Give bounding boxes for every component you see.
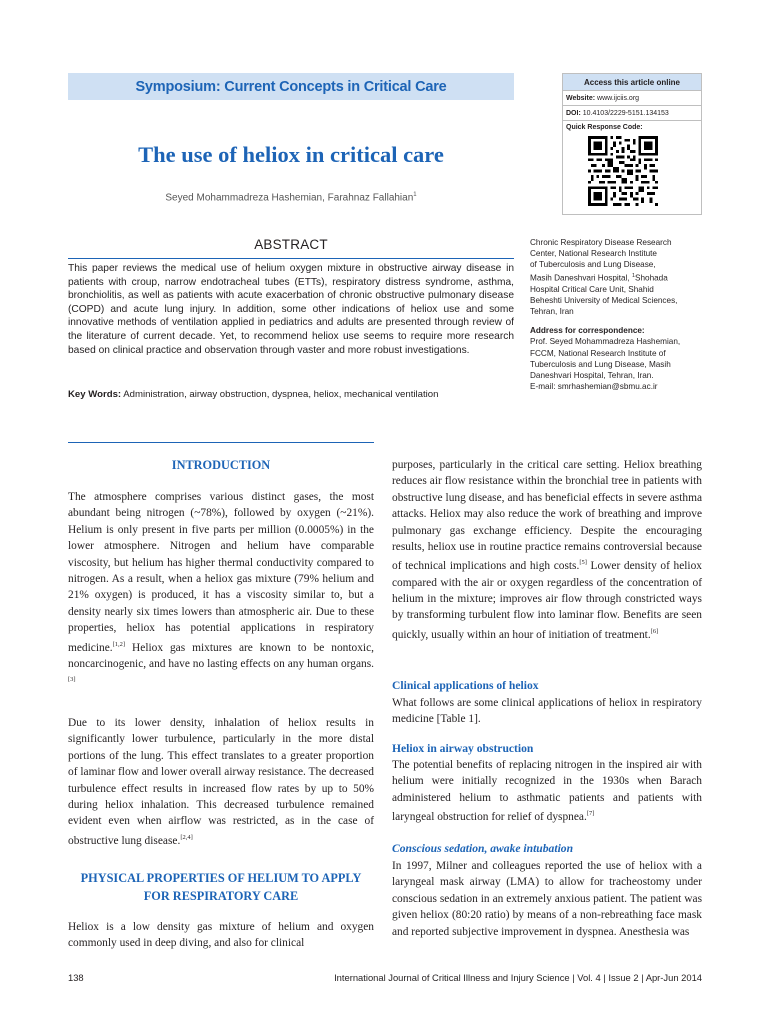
access-online-box [562, 73, 702, 215]
heading-line: FOR RESPIRATORY CARE [143, 889, 299, 903]
introduction-heading: INTRODUCTION [171, 458, 271, 472]
paragraph-text: The atmosphere comprises various distinct gases, the most abundant being nitrogen (~78%), followed by oxygen (~21%). Helium is only present in five parts per million (0.0005%) in the lower atmosphere. Nitrogen and helium have comparable viscosity, but helium has higher thermal conductivity compared to nitrogen. As a result, when a heliox gas mixture (79% helium and 21% oxygen) is produced, it has a viscosity similar to, but a density nearly six times lowers than atmospheric air. Due to these properties, heliox has potential applications in respiratory medicine. [68, 491, 374, 654]
journal-footer: International Journal of Critical Illness and Injury Science | Vol. 4 | Issue 2 | Apr-Jun 2014 [334, 972, 702, 983]
correspondence-line: FCCM, National Research Institute of [530, 348, 666, 358]
affiliation-line: of Tuberculosis and Lung Disease, [530, 260, 656, 270]
correspondence-line: Prof. Seyed Mohammadreza Hashemian, [530, 337, 681, 347]
paragraph-text: The potential benefits of replacing nitrogen in the inspired air with helium were initially recognized in the 1930s when Barach administered helium to asthmatic patients and patients with laryngeal obstruction for relief of dyspnea. [392, 759, 702, 824]
doi-value[interactable]: 10.4103/2229-5151.134153 [582, 109, 669, 117]
doi-label: DOI: [566, 109, 581, 117]
symposium-label: Symposium: Current Concepts in Critical Care [135, 78, 447, 95]
author-names: Seyed Mohammadreza Hashemian, Farahnaz Fallahian [165, 192, 414, 204]
affiliation-line: Beheshti University of Medical Sciences, [530, 295, 678, 305]
citation[interactable]: [3] [68, 676, 76, 684]
affiliation-line-part: Masih Daneshvari Hospital, [530, 273, 632, 283]
correspondence-line: Daneshvari Hospital, Tehran, Iran. [530, 370, 654, 380]
author-list [68, 192, 514, 203]
clinical-applications-heading: Clinical applications of heliox [392, 679, 539, 692]
airway-paragraph [392, 757, 702, 825]
doi-row [563, 105, 701, 120]
access-box-heading: Access this article online [563, 74, 701, 90]
affiliation-line-part: Shohada [635, 273, 668, 283]
citation[interactable]: [5] [579, 559, 587, 567]
sedation-paragraph: In 1997, Milner and colleagues reported the use of heliox with a laryngeal mask airway (LMA) to allow for tracheostomy under conscious sedation in an extremely anxious patient. The patient was given heliox (80:20 ratio) by means of a non-rebreathing face mask and reported subjective improvement in dyspnea. Anesthesia was [392, 860, 702, 938]
intro-paragraph-1 [68, 489, 374, 691]
intro-paragraph-2 [68, 715, 374, 849]
symposium-banner [68, 73, 514, 100]
clinical-paragraph: What follows are some clinical applications of heliox in respiratory medicine [Table 1]. [392, 697, 702, 726]
correspondence-label: Address for correspondence: [530, 326, 645, 336]
abstract-heading: ABSTRACT [254, 237, 328, 252]
page-number: 138 [68, 972, 84, 983]
paragraph-text: purposes, particularly in the critical care setting. Heliox breathing reduces air flow resistance within the bronchial tree in patients with obstructive lung disease, and has beneficial effects in severe asthma attacks. Heliox may also reduce the work of breathing and improve pulmonary gas exchange efficiency. Despite the encouraging results, heliox use in routine practice remains controversial because of technical implications and high costs. [392, 459, 702, 573]
author-affiliation-marker: 1 [413, 192, 417, 198]
heading-line: PHYSICAL PROPERTIES OF HELIUM TO APPLY [80, 871, 362, 885]
physical-properties-heading [68, 869, 374, 905]
affiliation-line: Chronic Respiratory Disease Research [530, 238, 672, 247]
keywords [68, 389, 514, 400]
airway-obstruction-heading: Heliox in airway obstruction [392, 742, 534, 755]
keywords-label: Key Words: [68, 389, 122, 400]
qr-code-icon [588, 136, 658, 206]
abstract-divider [68, 258, 514, 259]
citation[interactable]: [1,2] [112, 640, 126, 648]
website-label: Website: [566, 94, 596, 102]
affiliation-line: Tehran, Iran [530, 306, 574, 316]
affiliation-marker: 1 [631, 272, 635, 279]
article-title: The use of heliox in critical care [138, 142, 444, 167]
website-row [563, 90, 701, 105]
body-divider [68, 442, 374, 443]
affiliation-line: Hospital Critical Care Unit, Shahid [530, 284, 654, 294]
affiliation-line [530, 271, 710, 284]
paragraph-text: Due to its lower density, inhalation of heliox results in significantly lower turbulence, particularly in the more distal portions of the lung. This effect translates to a greater proportion of laminar flow and lower overall airway resistance. The decreased turbulence effect results in increased flow rates by up to 50% during heliox inhalation. This decreased turbulence remained evident even when airflow was restricted, as in the case of obstructive lung disease. [68, 717, 374, 847]
conscious-sedation-heading: Conscious sedation, awake intubation [392, 842, 574, 855]
citation[interactable]: [2,4] [180, 833, 193, 841]
keywords-text: Administration, airway obstruction, dyspnea, heliox, mechanical ventilation [123, 389, 439, 400]
affiliation-line: Center, National Research Institute [530, 249, 657, 259]
affiliation-block [530, 237, 710, 392]
citation[interactable]: [6] [650, 627, 659, 635]
correspondence-email[interactable]: E-mail: smrhashemian@sbmu.ac.ir [530, 382, 658, 392]
abstract-body: This paper reviews the medical use of helium oxygen mixture in obstructive airway disease in patients with croup, narrow endotracheal tubes (ETTs), respiratory distress syndrome, asthma, bronchiolitis, as well as patients with acute exacerbation of chronic obstructive pulmonary disease (COPD) and acute lung injury. In addition, some other indications of heliox use and some innovative methods of ventilation applied in pediatrics and adults are presented through review of the literature of current decade. Yet, to recommend heliox use seems to require more research based on clinical practice and observation through vaster and more robust investigations. [68, 263, 514, 356]
qr-label: Quick Response Code: [563, 120, 701, 131]
physical-paragraph-1: Heliox is a low density gas mixture of helium and oxygen commonly used in deep diving, and also for clinical [68, 921, 374, 950]
paragraph-text: Heliox gas mixtures are known to be nontoxic, noncarcinogenic, and have no lasting effects on any human organs. [68, 641, 374, 670]
right-paragraph-1 [392, 457, 702, 643]
citation[interactable]: [7] [586, 810, 595, 818]
correspondence-line: Tuberculosis and Lung Disease, Masih [530, 359, 671, 369]
paragraph-text: Lower density of heliox compared with the air or oxygen regardless of the concentration of helium in the mixture; improves air flow through constricted ways by transforming turbulent flow into laminar flow. Benefits are seen quickly, usually within an hour of initiation of treatment. [392, 560, 702, 641]
website-link[interactable]: www.ijciis.org [597, 94, 640, 102]
